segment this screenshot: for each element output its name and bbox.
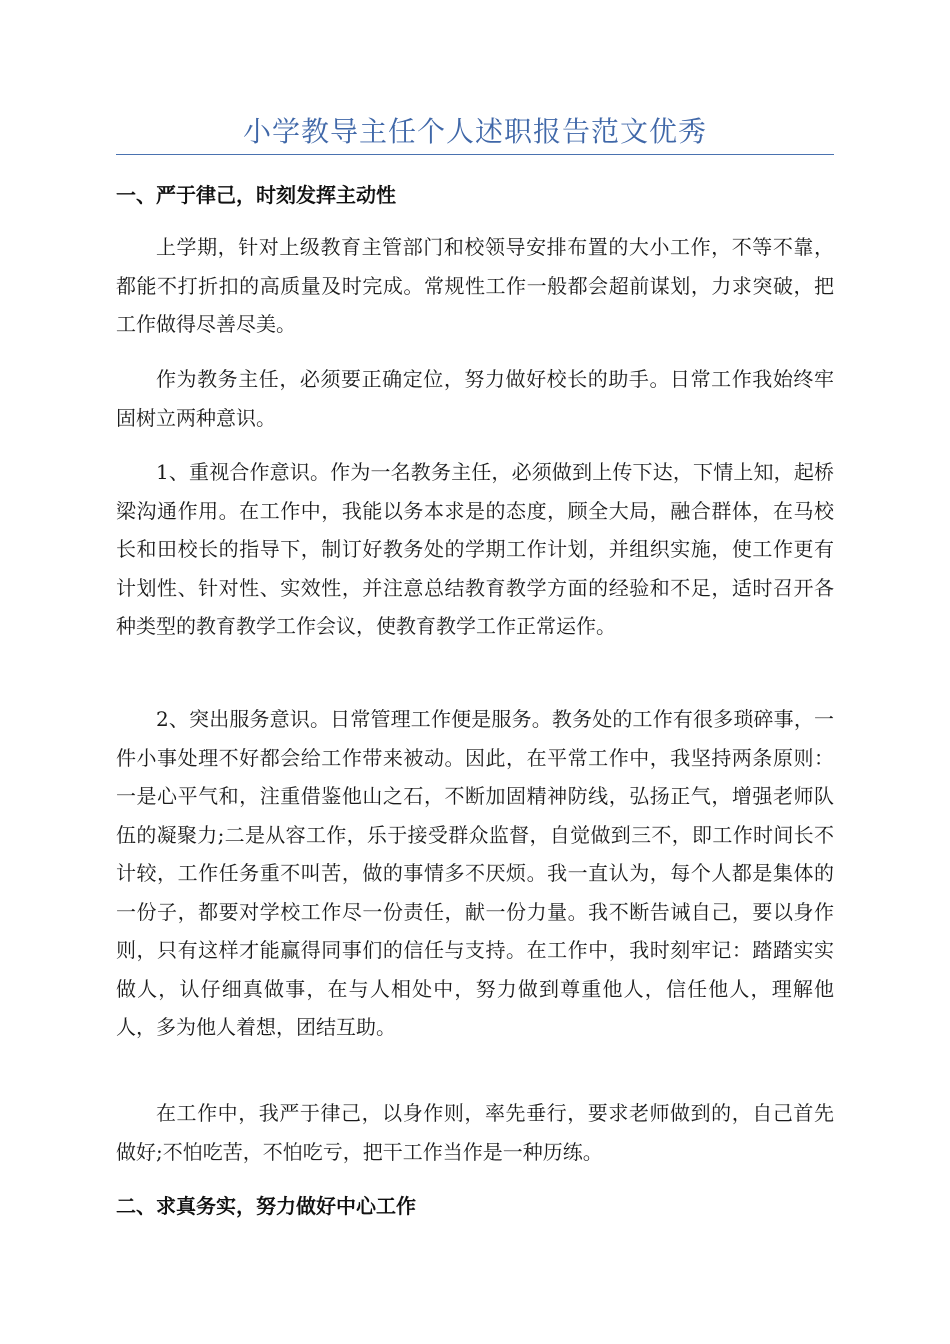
document-title: 小学教导主任个人述职报告范文优秀: [242, 115, 707, 148]
paragraph-2: 作为教务主任，必须要正确定位，努力做好校长的助手。日常工作我始终牢固树立两种意识。: [116, 367, 834, 430]
section-heading-1: 一、严于律己，时刻发挥主动性: [116, 183, 396, 207]
paragraph-1: 上学期，针对上级教育主管部门和校领导安排布置的大小工作，不等不靠，都能不打折扣的高质量及时完成。常规性工作一般都会超前谋划，力求突破，把工作做得尽善尽美。: [116, 235, 834, 336]
title-underline: [116, 154, 834, 155]
section-heading-2: 二、求真务实，努力做好中心工作: [116, 1194, 416, 1218]
paragraph-3: 1、重视合作意识。作为一名教务主任，必须做到上传下达，下情上知，起桥梁沟通作用。在工作中，我能以务本求是的态度，顾全大局，融合群体，在马校长和田校长的指导下，制订好教务处的学期工作计划，并组织实施，使工作更有计划性、针对性、实效性，并注意总结教育教学方面的经验和不足，适时召开各种类型的教育教学工作会议，使教育教学工作正常运作。: [116, 460, 834, 638]
paragraph-5: 在工作中，我严于律己，以身作则，率先垂行，要求老师做到的，自己首先做好;不怕吃苦，不怕吃亏，把干工作当作是一种历练。: [116, 1101, 834, 1164]
paragraph-4: 2、突出服务意识。日常管理工作便是服务。教务处的工作有很多琐碎事，一件小事处理不好都会给工作带来被动。因此，在平常工作中，我坚持两条原则：一是心平气和，注重借鉴他山之石，不断加固精神防线，弘扬正气，增强老师队伍的凝聚力;二是从容工作，乐于接受群众监督，自觉做到三不，即工作时间长不计较，工作任务重不叫苦，做的事情多不厌烦。我一直认为，每个人都是集体的一份子，都要对学校工作尽一份责任，献一份力量。我不断告诫自己，要以身作则，只有这样才能赢得同事们的信任与支持。在工作中，我时刻牢记：踏踏实实做人，认仔细真做事，在与人相处中，努力做到尊重他人，信任他人，理解他人，多为他人着想，团结互助。: [116, 707, 834, 1039]
